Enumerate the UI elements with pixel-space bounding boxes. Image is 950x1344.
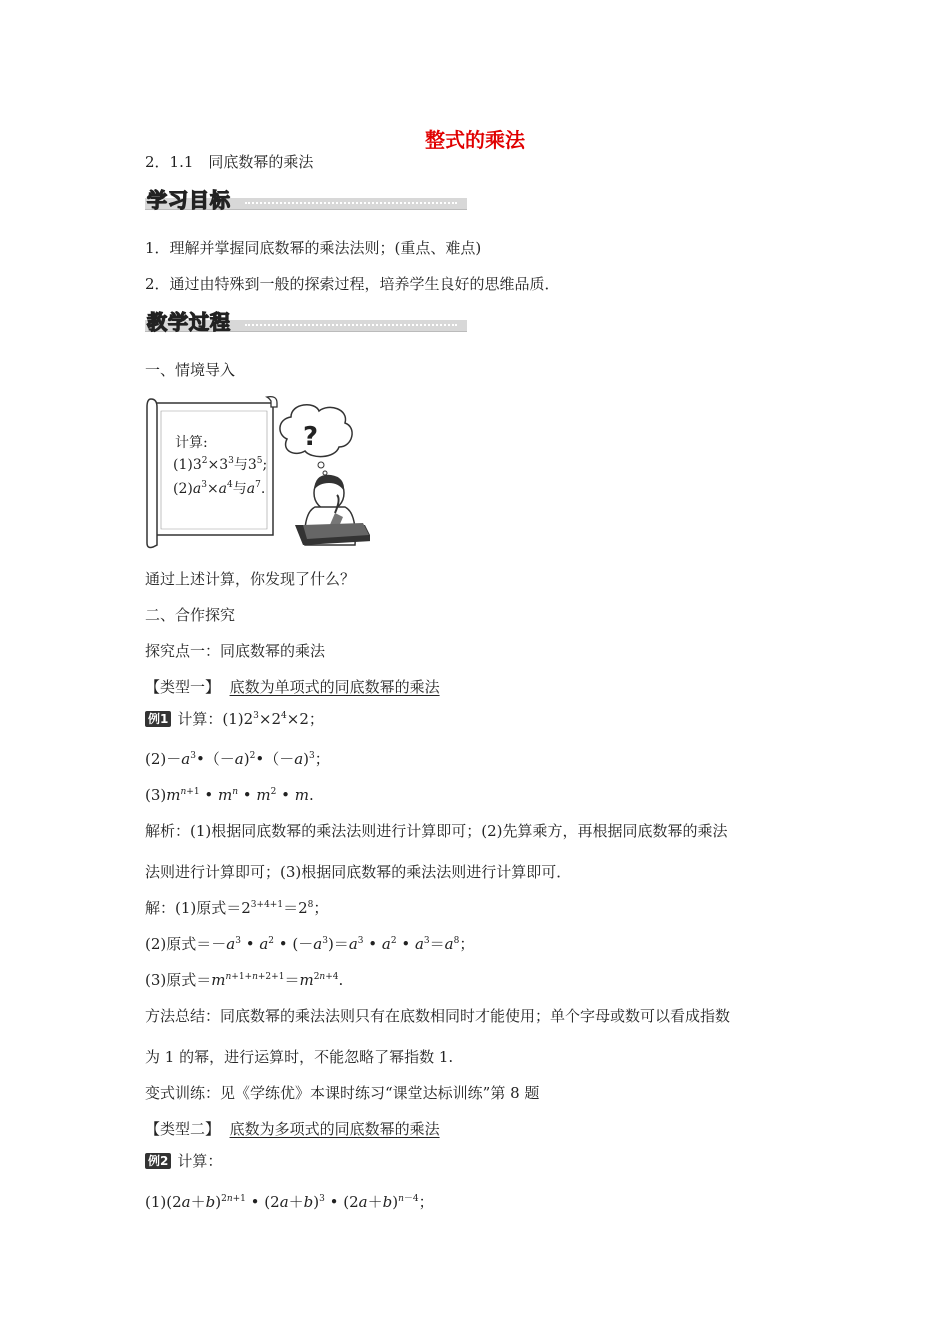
card-exp: 2 — [201, 456, 208, 466]
math-text: •（－ — [255, 750, 295, 768]
solution-1 — [145, 898, 328, 918]
card-question-2 — [173, 479, 265, 499]
card-exp: 3 — [228, 456, 234, 466]
goal-item-2: 2．通过由特殊到一般的探索过程，培养学生良好的思维品质． — [145, 275, 560, 293]
method-summary-line-1: 方法总结：同底数幂的乘法法则只有在底数相同时才能使用；单个字母或数可以看成指数 — [145, 1007, 731, 1025]
banner-teaching-process — [145, 308, 467, 334]
math-var: a — [181, 750, 191, 768]
math-text: 解：(1)原式＝2 — [145, 899, 251, 917]
explore-point-1: 探究点一：同底数幂的乘法 — [145, 642, 326, 660]
math-text: ×2； — [286, 710, 324, 728]
card-exp: 4 — [227, 480, 233, 490]
card-var: a — [192, 481, 202, 497]
card-var: a — [246, 481, 256, 497]
math-text: (1) — [145, 1193, 167, 1211]
math-var: a — [234, 750, 244, 768]
method-summary-line-2: 为 1 的幂，进行运算时，不能忽略了幂指数 1. — [145, 1048, 454, 1066]
math-text: 计算： — [177, 1152, 223, 1170]
math-exp: 8 — [307, 900, 314, 910]
math-text: . — [338, 971, 344, 989]
math-exp: 2 — [249, 751, 256, 761]
banner-label: 教学过程 — [147, 310, 231, 334]
math-exp: 3 — [190, 751, 196, 761]
math-text: •（－ — [195, 750, 235, 768]
explore-heading: 二、合作探究 — [145, 606, 236, 624]
math-text: (2)－ — [145, 750, 182, 768]
math-text: (3) — [145, 786, 167, 804]
math-exp: 3+4+1 — [250, 900, 284, 910]
card-text: 与 — [232, 481, 247, 497]
math-text: ×2 — [258, 710, 282, 728]
math-text: ； — [459, 935, 475, 953]
card-line-1: 计算: — [175, 435, 208, 451]
card-question-1 — [173, 455, 267, 475]
math-text: ； — [313, 899, 329, 917]
math-text: (3)原式＝ — [145, 971, 212, 989]
type-tag: 【类型二】 — [145, 1120, 221, 1138]
math-text: (2)原式＝－ — [145, 935, 227, 953]
example-1 — [145, 709, 324, 729]
type-title: 底数为多项式的同底数幂的乘法 — [229, 1120, 440, 1138]
math-text: ； — [314, 750, 330, 768]
banner-dots — [245, 324, 457, 326]
card-text: 与3 — [233, 457, 257, 473]
intro-heading: 一、情境导入 — [145, 361, 236, 379]
example-2-part-1: $(1)(2a+b)^{2n+1}$ • $(2a+b)^3$ • $(2a+b)^{n-4}$； — [145, 1193, 434, 1211]
card-exp: 5 — [256, 456, 263, 466]
card-text: × — [206, 481, 219, 497]
card-exp: 7 — [255, 480, 261, 490]
banner-label: 学习目标 — [147, 188, 231, 212]
solution-3: (3)原式$=m^{n+1+n+2+1}=m^{2n+4}$. — [145, 971, 344, 989]
example-badge: 例1 — [145, 711, 171, 727]
svg-text:?: ? — [303, 422, 319, 452]
scroll-illustration — [145, 395, 370, 550]
card-text: (1)3 — [173, 457, 202, 473]
math-exp: 4 — [281, 711, 287, 721]
banner-dots — [245, 202, 457, 204]
math-exp: 3 — [309, 751, 315, 761]
analysis-line-2: 法则进行计算即可；(3)根据同底数幂的乘法法则进行计算即可． — [145, 863, 572, 881]
solution-2: (2)原式$=-a^3$ • $a^2$ • $(-a^3)=a^3$ • $a^2$ • $a^3=a^8$； — [145, 935, 475, 953]
card-text: ; — [262, 457, 268, 473]
analysis-line-1: 解析：(1)根据同底数幂的乘法法则进行计算即可；(2)先算乘方，再根据同底数幂的乘法 — [145, 822, 728, 840]
math-exp: 3 — [253, 711, 259, 721]
card-text: . — [260, 481, 266, 497]
card-text: ×3 — [207, 457, 229, 473]
type-2-heading — [145, 1119, 440, 1139]
math-var: a — [294, 750, 304, 768]
type-tag: 【类型一】 — [145, 678, 221, 696]
card-text: (2) — [173, 481, 193, 497]
practice-note: 变式训练：见《学练优》本课时练习“课堂达标训练”第 8 题 — [145, 1084, 540, 1102]
banner-learning-goals — [145, 186, 467, 212]
type-1-heading — [145, 677, 440, 697]
math-text: 计算：(1)2 — [177, 710, 254, 728]
example-1-part-2: $(2)-a^3•(-a)^2•(-a)^3$； — [145, 750, 330, 768]
type-title: 底数为单项式的同底数幂的乘法 — [229, 678, 440, 696]
example-badge: 例2 — [145, 1153, 171, 1169]
document-title: 整式的乘法 — [425, 128, 525, 152]
math-text: ＝2 — [283, 899, 308, 917]
example-2 — [145, 1151, 222, 1171]
card-exp: 3 — [201, 480, 207, 490]
card-var: a — [218, 481, 228, 497]
discovery-question: 通过上述计算，你发现了什么？ — [145, 570, 356, 588]
example-1-part-3: $(3)m^{n+1}$ • $m^n$ • $m^2$ • m. — [145, 786, 314, 804]
section-heading: 2．1.1 同底数幂的乘法 — [145, 153, 314, 171]
goal-item-1: 1．理解并掌握同底数幂的乘法法则；(重点、难点) — [145, 239, 482, 257]
